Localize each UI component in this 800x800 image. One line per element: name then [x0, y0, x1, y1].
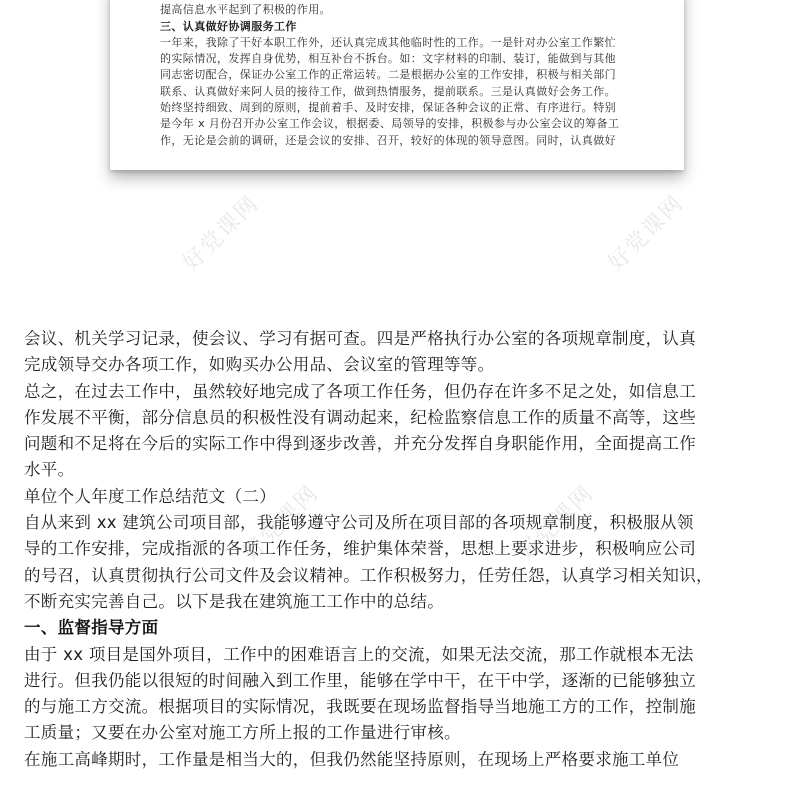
card-text-line: 是今年 x 月份召开办公室工作会议，根据委、局领导的安排，积极参与办公室会议的筹备工 — [160, 117, 620, 131]
body-text-line: 自从来到 xx 建筑公司项目部，我能够遵守公司及所在项目部的各项规章制度，积极服从领 — [24, 513, 694, 533]
card-text-line: 一年来，我除了干好本职工作外，还认真完成其他临时性的工作。一是针对办公室工作繁忙 — [160, 35, 616, 49]
body-text-line: 不断充实完善自己。以下是我在建筑施工工作中的总结。 — [24, 591, 444, 611]
body-section-heading: 一、监督指导方面 — [24, 618, 159, 638]
document-preview-card — [110, 0, 684, 170]
body-text-line: 完成领导交办各项工作，如购买办公用品、会议室的管理等等。 — [24, 355, 495, 375]
card-section-heading: 三、认真做好协调服务工作 — [160, 19, 297, 33]
watermark-text: 好党课网 — [513, 480, 600, 567]
card-text-block — [160, 0, 642, 149]
body-text-line: 的与施工方交流。根据项目的实际情况，我既要在现场监督指导当地施工方的工作，控制施 — [24, 697, 696, 717]
body-text-line: 的号召，认真贯彻执行公司文件及会议精神。工作积极努力，任劳任怨，认真学习相关知识， — [24, 565, 713, 585]
card-text-line: 联系、认真做好来阿人员的接待工作，做到热情服务，提前联系。三是认真做好会务工作。 — [160, 84, 616, 98]
watermark-text: 好党课网 — [178, 190, 265, 277]
card-text-line: 同志密切配合，保证办公室工作的正常运转。二是根据办公室的工作安排，积极与相关部门 — [160, 68, 616, 82]
body-text-line: 工质量；又要在办公室对施工方所上报的工作量进行审核。 — [24, 723, 461, 743]
card-text-line: 始终坚持细致、周到的原则，提前着手、及时安排，保证各种会议的正常、有序进行。特别 — [160, 101, 616, 115]
body-text-line: 作发展不平衡，部分信息员的积极性没有调动起来，纪检监察信息工作的质量不高等，这些 — [24, 407, 696, 427]
watermark-text: 好党课网 — [603, 190, 690, 277]
body-text-line: 总之，在过去工作中，虽然较好地完成了各项工作任务，但仍存在许多不足之处，如信息工 — [24, 381, 696, 401]
body-text-line: 由于 xx 项目是国外项目，工作中的困难语言上的交流，如果无法交流，那工作就根本无法 — [24, 644, 694, 664]
body-text-line: 导的工作安排，完成指派的各项工作任务，维护集体荣誉，思想上要求进步，积极响应公司 — [24, 539, 696, 559]
card-text-line: 作，无论是会前的调研，还是会议的安排、召开，较好的体现的领导意图。同时，认真做好 — [160, 133, 616, 147]
document-body — [24, 326, 780, 773]
body-text-line: 问题和不足将在今后的实际工作中得到逐步改善，并充分发挥自身职能作用，全面提高工作 — [24, 434, 696, 454]
body-text-line: 单位个人年度工作总结范文（二） — [24, 486, 276, 506]
body-text-line: 会议、机关学习记录，使会议、学习有据可查。四是严格执行办公室的各项规章制度，认真 — [24, 329, 696, 348]
card-text-line: 提高信息水平起到了积极的作用。 — [160, 3, 331, 17]
card-text-line: 的实际情况，发挥自身优势，相互补台不拆台。如：文字材料的印制、装订，能做到与其他 — [160, 52, 616, 66]
body-text-line: 进行。但我仍能以很短的时间融入到工作里，能够在学中干，在干中学，逐渐的已能够独立 — [24, 670, 696, 690]
body-text-line: 在施工高峰期时，工作量是相当大的，但我仍然能坚持原则，在现场上严格要求施工单位 — [24, 749, 680, 769]
body-text-line: 水平。 — [24, 460, 75, 480]
watermark-text: 好党课网 — [238, 480, 325, 567]
